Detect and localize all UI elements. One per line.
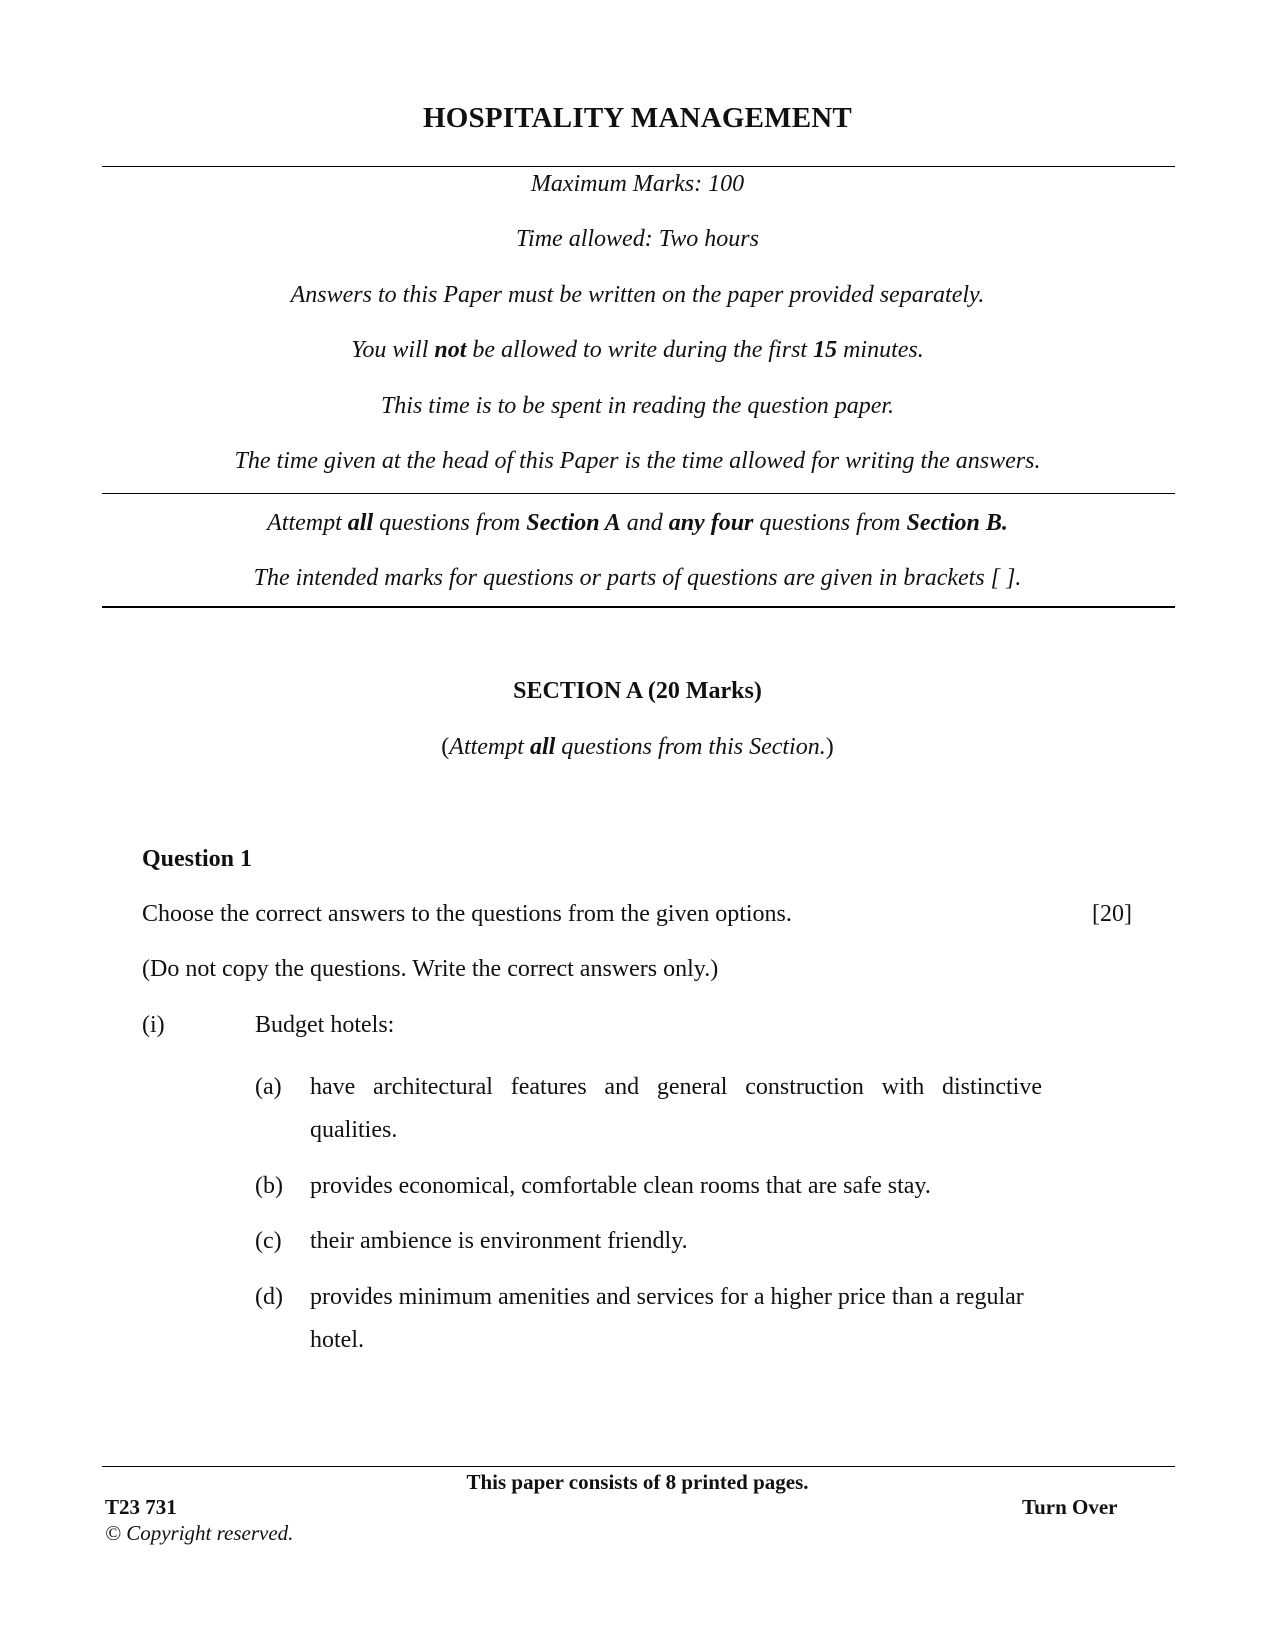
- pages-note: This paper consists of 8 printed pages.: [466, 1470, 809, 1494]
- turn-over: Turn Over: [1022, 1495, 1118, 1519]
- option-c-label: (c): [255, 1228, 282, 1254]
- option-d-line1: provides minimum amenities and services for a higher price than a regular: [310, 1284, 1024, 1310]
- option-a-label: (a): [255, 1074, 282, 1100]
- option-c-text: their ambience is environment friendly.: [310, 1228, 688, 1254]
- attempt-note: Attempt all questions from Section A and any four questions from Section B.: [267, 510, 1008, 536]
- paper-code: T23 731: [105, 1495, 177, 1519]
- question-1-instruction: Choose the correct answers to the questions from the given options.: [142, 901, 792, 927]
- divider-middle: [102, 493, 1175, 494]
- max-marks: Maximum Marks: 100: [530, 171, 745, 197]
- option-d-text: [310, 1276, 1042, 1362]
- copyright: © Copyright reserved.: [105, 1521, 294, 1545]
- subq-label: (i): [142, 1012, 165, 1038]
- option-b-label: (b): [255, 1173, 283, 1199]
- time-given-note: The time given at the head of this Paper is the time allowed for writing the answers.: [234, 448, 1041, 474]
- time-allowed: Time allowed: Two hours: [516, 226, 759, 252]
- option-b-text: provides economical, comfortable clean rooms that are safe stay.: [310, 1173, 931, 1199]
- question-1-marks: [20]: [1092, 901, 1132, 927]
- option-a-line2: qualities.: [310, 1117, 398, 1143]
- answers-note: Answers to this Paper must be written on the paper provided separately.: [290, 282, 985, 308]
- page-title: HOSPITALITY MANAGEMENT: [423, 102, 852, 134]
- reading-note: This time is to be spent in reading the question paper.: [380, 393, 895, 419]
- option-d-line2: hotel.: [310, 1327, 364, 1353]
- subq-text: Budget hotels:: [255, 1012, 395, 1038]
- option-a-line1: have architectural features and general construction with distinctive: [310, 1074, 1042, 1100]
- marks-note: The intended marks for questions or parts of questions are given in brackets [ ].: [253, 565, 1022, 591]
- divider-top: [102, 166, 1175, 167]
- question-1-heading: Question 1: [142, 846, 253, 872]
- divider-bottom: [102, 606, 1175, 608]
- not-write-note: You will not be allowed to write during the first 15 minutes.: [351, 337, 924, 363]
- option-a-text: [310, 1066, 1042, 1152]
- option-d-label: (d): [255, 1284, 283, 1310]
- section-a-title: SECTION A (20 Marks): [513, 678, 762, 704]
- section-a-subtitle: (Attempt all questions from this Section.): [441, 734, 834, 760]
- footer-divider: [102, 1466, 1175, 1467]
- question-1-note: (Do not copy the questions. Write the correct answers only.): [142, 956, 719, 982]
